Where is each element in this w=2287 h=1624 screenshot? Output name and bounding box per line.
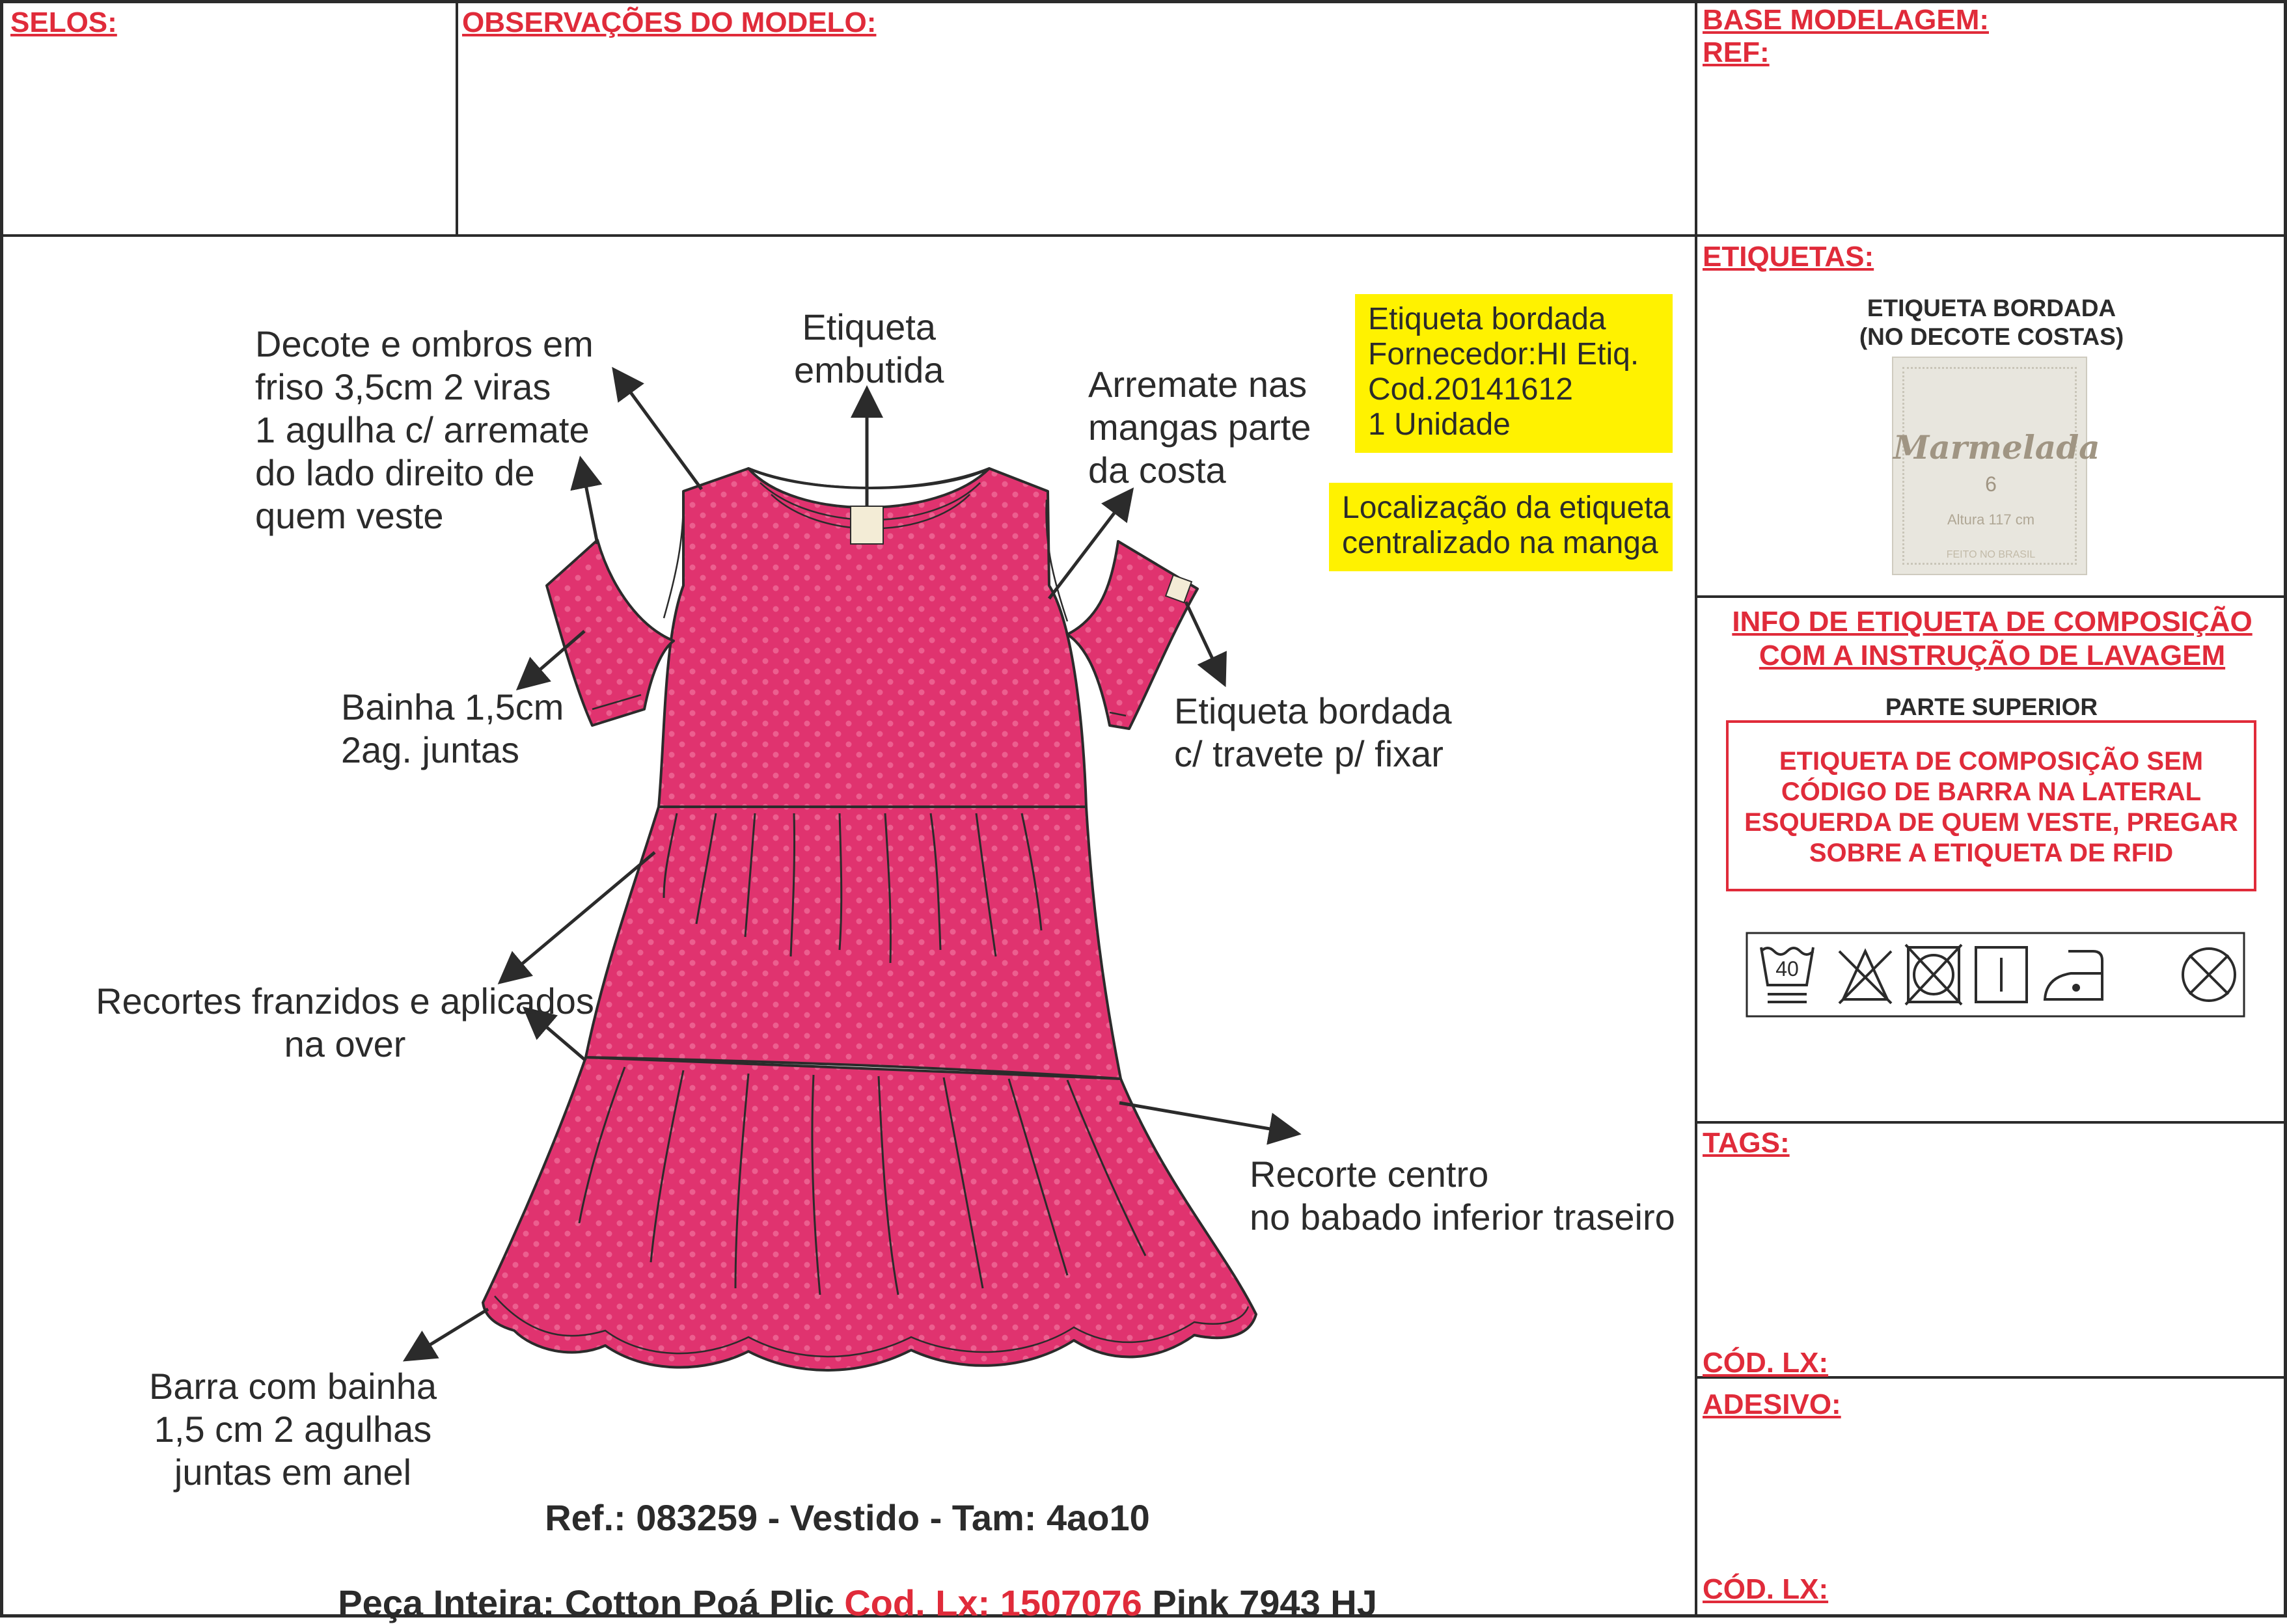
arrow-etiqueta-travete <box>1186 602 1220 675</box>
woven-label-brand: Marmelada <box>1893 428 2100 467</box>
footer-cod-lx: Cod. Lx: 1507076 <box>844 1582 1142 1623</box>
tags-cod-lx: CÓD. LX: <box>1703 1347 1829 1379</box>
adesivo-cod-lx: CÓD. LX: <box>1703 1573 1829 1605</box>
woven-label-height: Altura 117 cm <box>1947 511 2035 528</box>
dress <box>483 468 1256 1370</box>
dress-middle-tier <box>586 807 1121 1079</box>
arrow-decote <box>620 377 702 489</box>
footer-ref-line: Ref.: 083259 - Vestido - Tam: 4ao10 <box>545 1497 1150 1538</box>
note-bainha: Bainha 1,5cm 2ag. juntas <box>341 686 564 770</box>
wash-temp-text: 40 <box>1775 957 1799 981</box>
note-recortes-franzidos: Recortes franzidos e aplicados na over <box>96 981 594 1064</box>
selos-heading: SELOS: <box>10 7 117 38</box>
note-etiqueta-embutida: Etiqueta embutida <box>794 306 944 390</box>
composicao-warning-line2: CÓDIGO DE BARRA NA LATERAL <box>1781 778 2202 806</box>
woven-label-size: 6 <box>1985 472 1997 496</box>
tags-heading: TAGS: <box>1703 1127 1790 1159</box>
woven-label-origin: FEITO NO BRASIL <box>1946 549 2036 560</box>
yellow-box-etiqueta-bordada: Etiqueta bordada Fornecedor:HI Etiq. Cod.20141612 1 Unidade <box>1355 294 1673 453</box>
divider-right-column <box>1695 0 1697 1617</box>
dress-left-sleeve <box>547 540 674 725</box>
ref-heading: REF: <box>1703 36 1770 68</box>
divider-right-3 <box>1695 1121 2287 1124</box>
frame-right <box>2284 0 2287 1617</box>
composicao-warning-line3: ESQUERDA DE QUEM VESTE, PREGAR <box>1744 808 2238 837</box>
composicao-warning-box <box>1726 720 2256 891</box>
note-barra-bainha: Barra com bainha 1,5 cm 2 agulhas juntas em anel <box>148 1366 437 1493</box>
neck-label <box>851 506 883 544</box>
care-symbols-strip <box>1746 932 2245 1018</box>
observacoes-heading: OBSERVAÇÕES DO MODELO: <box>462 7 877 38</box>
note-etiqueta-travete: Etiqueta bordada c/ travete p/ fixar <box>1174 690 1452 774</box>
adesivo-heading: ADESIVO: <box>1703 1388 1841 1420</box>
composicao-heading <box>1697 605 2287 673</box>
etiquetas-heading: ETIQUETAS: <box>1703 241 1874 273</box>
composicao-heading-line1: INFO DE ETIQUETA DE COMPOSIÇÃO <box>1732 606 2253 638</box>
dress-lower-tier <box>483 1057 1256 1370</box>
note-recorte-centro: Recorte centro no babado inferior traseiro <box>1250 1154 1675 1238</box>
etiqueta-bordada-title-line2: (NO DECOTE COSTAS) <box>1859 323 2124 350</box>
footer-peca-line <box>0 1539 1695 1624</box>
arrow-barra <box>414 1309 488 1355</box>
note-decote-ombros: Decote e ombros em friso 3,5cm 2 viras 1 agulha c/ arremate do lado direito de quem veste <box>255 323 594 536</box>
composicao-warning-line1: ETIQUETA DE COMPOSIÇÃO SEM <box>1779 747 2204 776</box>
etiqueta-bordada-title-line1: ETIQUETA BORDADA <box>1867 295 2116 321</box>
composicao-heading-line2: COM A INSTRUÇÃO DE LAVAGEM <box>1759 640 2226 671</box>
yellow-box-localizacao: Localização da etiqueta centralizado na manga <box>1329 483 1673 571</box>
etiqueta-bordada-title <box>1822 294 2161 351</box>
divider-right-2 <box>1695 595 2287 598</box>
base-modelagem-heading: BASE MODELAGEM: <box>1703 4 1989 36</box>
footer-color-text: Pink 7943 HJ <box>1142 1582 1377 1623</box>
divider-right-1 <box>1695 234 2287 237</box>
note-arremate-mangas: Arremate nas mangas parte da costa <box>1088 364 1311 491</box>
parte-superior-label: PARTE SUPERIOR <box>1885 694 2098 720</box>
composicao-warning-line4: SOBRE A ETIQUETA DE RFID <box>1809 839 2174 867</box>
footer-peca-text: Peça Inteira: Cotton Poá Plic <box>338 1582 845 1623</box>
woven-label-sample <box>1892 357 2100 575</box>
